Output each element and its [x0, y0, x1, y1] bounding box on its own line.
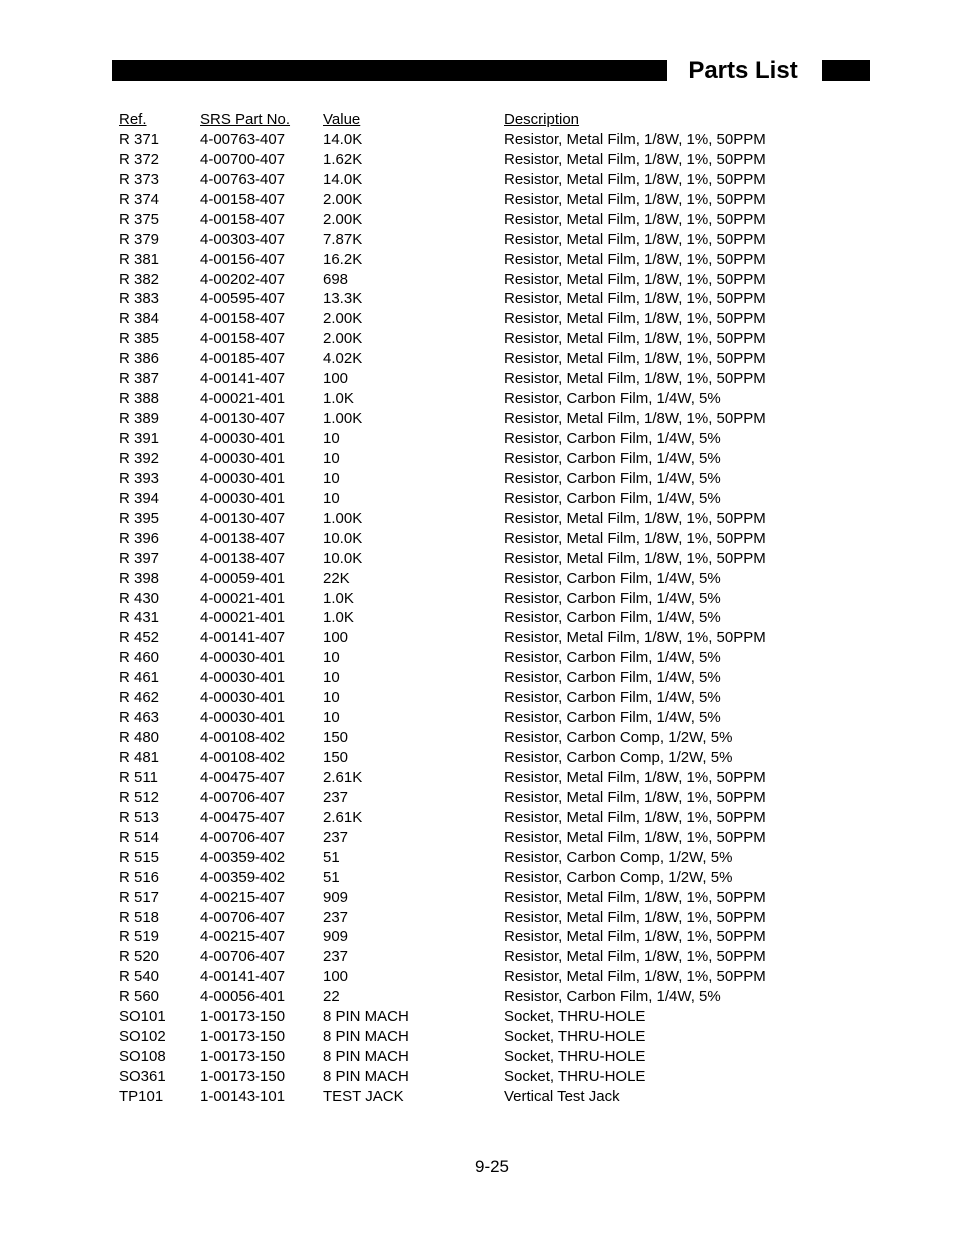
- cell-value: 14.0K: [323, 130, 363, 148]
- cell-description: Resistor, Carbon Film, 1/4W, 5%: [504, 489, 721, 507]
- cell-ref: R 379: [119, 230, 160, 248]
- cell-description: Resistor, Metal Film, 1/8W, 1%, 50PPM: [504, 808, 766, 826]
- cell-description: Resistor, Metal Film, 1/8W, 1%, 50PPM: [504, 130, 766, 148]
- cell-description: Resistor, Metal Film, 1/8W, 1%, 50PPM: [504, 948, 766, 966]
- cell-description: Resistor, Carbon Film, 1/4W, 5%: [504, 449, 721, 467]
- cell-value: 8 PIN MACH: [323, 1028, 409, 1046]
- cell-value: 2.61K: [323, 768, 363, 786]
- table-row: [119, 967, 839, 987]
- cell-part-no: 4-00030-401: [200, 489, 286, 507]
- cell-ref: R 396: [119, 529, 160, 547]
- cell-ref: R 384: [119, 310, 160, 328]
- cell-ref: R 516: [119, 868, 160, 886]
- cell-ref: SO101: [119, 1008, 166, 1026]
- cell-description: Resistor, Carbon Comp, 1/2W, 5%: [504, 729, 733, 747]
- page-title: Parts List: [688, 57, 798, 84]
- cell-description: Resistor, Carbon Film, 1/4W, 5%: [504, 689, 721, 707]
- cell-ref: R 394: [119, 489, 160, 507]
- cell-part-no: 4-00138-407: [200, 549, 286, 567]
- cell-value: 10: [323, 489, 340, 507]
- cell-value: 51: [323, 848, 340, 866]
- table-row: [119, 888, 839, 908]
- cell-value: 237: [323, 788, 349, 806]
- cell-part-no: 4-00215-407: [200, 888, 286, 906]
- cell-value: 10: [323, 469, 340, 487]
- cell-description: Resistor, Metal Film, 1/8W, 1%, 50PPM: [504, 529, 766, 547]
- cell-value: 1.62K: [323, 150, 363, 168]
- cell-part-no: 4-00030-401: [200, 709, 286, 727]
- cell-description: Resistor, Metal Film, 1/8W, 1%, 50PPM: [504, 290, 766, 308]
- table-row: [119, 808, 839, 828]
- cell-value: 909: [323, 888, 349, 906]
- cell-part-no: 4-00021-401: [200, 609, 286, 627]
- cell-part-no: 4-00359-402: [200, 848, 286, 866]
- cell-description: Resistor, Metal Film, 1/8W, 1%, 50PPM: [504, 410, 766, 428]
- cell-part-no: 4-00158-407: [200, 190, 286, 208]
- table-row: [119, 688, 839, 708]
- cell-part-no: 4-00030-401: [200, 669, 286, 687]
- cell-value: 10.0K: [323, 549, 363, 567]
- cell-part-no: 4-00141-407: [200, 968, 286, 986]
- parts-table: [119, 110, 839, 1107]
- table-row: [119, 987, 839, 1007]
- cell-description: Resistor, Metal Film, 1/8W, 1%, 50PPM: [504, 310, 766, 328]
- cell-description: Vertical Test Jack: [504, 1087, 620, 1105]
- cell-description: Resistor, Carbon Comp, 1/2W, 5%: [504, 749, 733, 766]
- cell-description: Resistor, Carbon Film, 1/4W, 5%: [504, 988, 721, 1006]
- cell-description: Resistor, Metal Film, 1/8W, 1%, 50PPM: [504, 888, 766, 906]
- cell-ref: R 375: [119, 210, 160, 228]
- cell-part-no: 1-00173-150: [200, 1008, 286, 1026]
- cell-part-no: 4-00059-401: [200, 569, 286, 587]
- cell-ref: R 374: [119, 190, 160, 208]
- table-row: [119, 329, 839, 349]
- cell-description: Resistor, Carbon Film, 1/4W, 5%: [504, 609, 721, 627]
- table-row: [119, 469, 839, 489]
- cell-value: 2.61K: [323, 808, 363, 826]
- header-bar-right: [822, 60, 870, 81]
- table-row: [119, 1027, 839, 1047]
- cell-description: Resistor, Metal Film, 1/8W, 1%, 50PPM: [504, 928, 766, 946]
- cell-description: Resistor, Metal Film, 1/8W, 1%, 50PPM: [504, 828, 766, 846]
- cell-ref: R 381: [119, 250, 160, 268]
- cell-description: Resistor, Carbon Comp, 1/2W, 5%: [504, 868, 733, 886]
- cell-value: 10: [323, 709, 340, 727]
- table-row: [119, 628, 839, 648]
- cell-ref: R 372: [119, 150, 160, 168]
- cell-ref: TP101: [119, 1087, 164, 1105]
- cell-ref: R 481: [119, 749, 160, 766]
- cell-part-no: 4-00030-401: [200, 689, 286, 707]
- cell-description: Resistor, Metal Film, 1/8W, 1%, 50PPM: [504, 250, 766, 268]
- cell-ref: R 373: [119, 170, 160, 188]
- cell-part-no: 4-00763-407: [200, 170, 286, 188]
- table-row: [119, 549, 839, 569]
- cell-description: Resistor, Carbon Film, 1/4W, 5%: [504, 390, 721, 408]
- cell-ref: R 511: [119, 768, 158, 786]
- cell-ref: R 397: [119, 549, 160, 567]
- cell-description: Resistor, Carbon Film, 1/4W, 5%: [504, 430, 721, 447]
- cell-part-no: 4-00706-407: [200, 828, 286, 846]
- cell-ref: R 430: [119, 589, 160, 607]
- table-row: [119, 947, 839, 967]
- table-row: [119, 748, 839, 768]
- cell-ref: R 387: [119, 370, 160, 388]
- cell-description: Resistor, Metal Film, 1/8W, 1%, 50PPM: [504, 629, 766, 647]
- cell-value: 150: [323, 729, 349, 747]
- cell-value: 8 PIN MACH: [323, 1008, 409, 1026]
- cell-description: Resistor, Metal Film, 1/8W, 1%, 50PPM: [504, 350, 766, 368]
- cell-description: Socket, THRU-HOLE: [504, 1028, 646, 1046]
- cell-description: Resistor, Metal Film, 1/8W, 1%, 50PPM: [504, 190, 766, 208]
- cell-part-no: 4-00108-402: [200, 729, 286, 747]
- cell-ref: R 461: [119, 669, 160, 687]
- cell-part-no: 4-00158-407: [200, 310, 286, 328]
- cell-value: 8 PIN MACH: [323, 1048, 409, 1066]
- cell-ref: R 386: [119, 350, 160, 368]
- table-row: [119, 1087, 839, 1107]
- cell-description: Resistor, Carbon Film, 1/4W, 5%: [504, 649, 721, 667]
- cell-value: 237: [323, 828, 349, 846]
- cell-description: Resistor, Metal Film, 1/8W, 1%, 50PPM: [504, 230, 766, 248]
- cell-value: 1.0K: [323, 390, 354, 408]
- cell-ref: R 515: [119, 848, 160, 866]
- cell-part-no: 1-00173-150: [200, 1048, 286, 1066]
- cell-description: Socket, THRU-HOLE: [504, 1048, 646, 1066]
- table-row: [119, 389, 839, 409]
- cell-part-no: 4-00030-401: [200, 649, 286, 667]
- cell-part-no: 4-00030-401: [200, 449, 286, 467]
- cell-value: 1.00K: [323, 509, 363, 527]
- table-row: [119, 908, 839, 928]
- table-row: [119, 170, 839, 190]
- cell-part-no: 4-00706-407: [200, 908, 286, 926]
- cell-ref: R 391: [119, 430, 160, 447]
- cell-description: Resistor, Carbon Comp, 1/2W, 5%: [504, 848, 733, 866]
- cell-ref: SO102: [119, 1028, 166, 1046]
- cell-value: 1.0K: [323, 609, 354, 627]
- table-row: [119, 309, 839, 329]
- cell-ref: R 514: [119, 828, 160, 846]
- cell-description: Socket, THRU-HOLE: [504, 1008, 646, 1026]
- column-header-ref: Ref.: [119, 111, 147, 128]
- cell-value: 1.00K: [323, 410, 363, 428]
- table-row: [119, 569, 839, 589]
- cell-value: 2.00K: [323, 330, 363, 348]
- cell-value: 10: [323, 430, 340, 447]
- cell-part-no: 4-00215-407: [200, 928, 286, 946]
- cell-description: Resistor, Carbon Film, 1/4W, 5%: [504, 569, 721, 587]
- table-row: [119, 429, 839, 449]
- page-number: 9-25: [474, 1157, 510, 1176]
- cell-description: Resistor, Carbon Film, 1/4W, 5%: [504, 469, 721, 487]
- table-row: [119, 589, 839, 609]
- cell-ref: R 382: [119, 270, 160, 288]
- table-row: [119, 349, 839, 369]
- cell-ref: R 518: [119, 908, 160, 926]
- cell-value: 16.2K: [323, 250, 363, 268]
- cell-ref: R 392: [119, 449, 160, 467]
- table-row: [119, 190, 839, 210]
- table-row: [119, 1067, 839, 1087]
- cell-description: Resistor, Metal Film, 1/8W, 1%, 50PPM: [504, 968, 766, 986]
- cell-value: 7.87K: [323, 230, 363, 248]
- cell-part-no: 4-00130-407: [200, 509, 286, 527]
- cell-description: Resistor, Metal Film, 1/8W, 1%, 50PPM: [504, 210, 766, 228]
- cell-part-no: 4-00156-407: [200, 250, 286, 268]
- column-header-value: Value: [323, 111, 361, 128]
- cell-value: 150: [323, 749, 349, 766]
- table-row: [119, 1047, 839, 1067]
- cell-value: 100: [323, 629, 349, 647]
- cell-description: Resistor, Metal Film, 1/8W, 1%, 50PPM: [504, 150, 766, 168]
- cell-part-no: 4-00158-407: [200, 210, 286, 228]
- table-row: [119, 150, 839, 170]
- cell-part-no: 4-00185-407: [200, 350, 286, 368]
- table-row: [119, 130, 839, 150]
- cell-part-no: 4-00303-407: [200, 230, 286, 248]
- cell-value: 10: [323, 449, 340, 467]
- cell-ref: R 385: [119, 330, 160, 348]
- cell-part-no: 4-00475-407: [200, 808, 286, 826]
- cell-value: 8 PIN MACH: [323, 1068, 409, 1085]
- cell-value: 100: [323, 370, 349, 388]
- cell-ref: R 512: [119, 788, 160, 806]
- cell-ref: R 540: [119, 968, 160, 986]
- header-bar-left: [112, 60, 667, 81]
- cell-value: 22: [323, 988, 340, 1006]
- cell-description: Resistor, Metal Film, 1/8W, 1%, 50PPM: [504, 768, 766, 786]
- cell-part-no: 4-00021-401: [200, 589, 286, 607]
- cell-part-no: 4-00056-401: [200, 988, 286, 1006]
- cell-value: 2.00K: [323, 310, 363, 328]
- table-row: [119, 509, 839, 529]
- cell-value: 22K: [323, 569, 350, 587]
- cell-part-no: 4-00130-407: [200, 410, 286, 428]
- cell-ref: R 517: [119, 888, 160, 906]
- cell-part-no: 1-00173-150: [200, 1068, 286, 1085]
- cell-ref: R 371: [119, 130, 160, 148]
- cell-ref: R 398: [119, 569, 160, 587]
- table-row: [119, 489, 839, 509]
- cell-description: Resistor, Metal Film, 1/8W, 1%, 50PPM: [504, 170, 766, 188]
- cell-part-no: 4-00700-407: [200, 150, 286, 168]
- cell-ref: R 452: [119, 629, 160, 647]
- cell-ref: R 513: [119, 808, 160, 826]
- cell-value: 909: [323, 928, 349, 946]
- cell-description: Resistor, Carbon Film, 1/4W, 5%: [504, 709, 721, 727]
- table-row: [119, 529, 839, 549]
- cell-part-no: 4-00030-401: [200, 469, 286, 487]
- cell-ref: R 480: [119, 729, 160, 747]
- cell-ref: R 393: [119, 469, 160, 487]
- table-row: [119, 369, 839, 389]
- cell-ref: R 462: [119, 689, 160, 707]
- cell-description: Resistor, Metal Film, 1/8W, 1%, 50PPM: [504, 549, 766, 567]
- cell-ref: SO108: [119, 1048, 166, 1066]
- cell-value: 10: [323, 649, 340, 667]
- cell-ref: R 463: [119, 709, 160, 727]
- cell-ref: R 431: [119, 609, 160, 627]
- cell-value: 2.00K: [323, 210, 363, 228]
- cell-part-no: 4-00108-402: [200, 749, 286, 766]
- cell-value: 100: [323, 968, 349, 986]
- cell-part-no: 4-00359-402: [200, 868, 286, 886]
- cell-part-no: 4-00763-407: [200, 130, 286, 148]
- cell-part-no: 4-00030-401: [200, 430, 286, 447]
- table-row: [119, 848, 839, 868]
- cell-part-no: 4-00021-401: [200, 390, 286, 408]
- cell-description: Resistor, Metal Film, 1/8W, 1%, 50PPM: [504, 270, 766, 288]
- cell-ref: R 460: [119, 649, 160, 667]
- cell-value: 698: [323, 270, 349, 288]
- table-row: [119, 728, 839, 748]
- cell-part-no: 4-00475-407: [200, 768, 286, 786]
- cell-part-no: 1-00143-101: [200, 1087, 286, 1105]
- cell-value: 14.0K: [323, 170, 363, 188]
- cell-description: Resistor, Metal Film, 1/8W, 1%, 50PPM: [504, 509, 766, 527]
- cell-part-no: 4-00202-407: [200, 270, 286, 288]
- cell-value: 51: [323, 868, 340, 886]
- cell-part-no: 4-00141-407: [200, 370, 286, 388]
- table-row: [119, 768, 839, 788]
- cell-value: 10: [323, 669, 340, 687]
- cell-value: 4.02K: [323, 350, 363, 368]
- table-header-row: [119, 110, 839, 130]
- cell-description: Socket, THRU-HOLE: [504, 1068, 646, 1085]
- cell-value: 10: [323, 689, 340, 707]
- cell-description: Resistor, Metal Film, 1/8W, 1%, 50PPM: [504, 330, 766, 348]
- table-row: [119, 788, 839, 808]
- cell-part-no: 4-00138-407: [200, 529, 286, 547]
- column-header-part-no: SRS Part No.: [200, 111, 291, 128]
- cell-value: TEST JACK: [323, 1087, 404, 1105]
- table-row: [119, 289, 839, 309]
- cell-description: Resistor, Metal Film, 1/8W, 1%, 50PPM: [504, 788, 766, 806]
- table-row: [119, 270, 839, 290]
- cell-part-no: 4-00158-407: [200, 330, 286, 348]
- cell-ref: R 560: [119, 988, 160, 1006]
- column-header-description: Description: [504, 111, 580, 128]
- table-row: [119, 668, 839, 688]
- table-row: [119, 648, 839, 668]
- cell-value: 237: [323, 908, 349, 926]
- cell-ref: R 395: [119, 509, 160, 527]
- table-row: [119, 210, 839, 230]
- cell-ref: R 383: [119, 290, 160, 308]
- cell-description: Resistor, Carbon Film, 1/4W, 5%: [504, 589, 721, 607]
- cell-part-no: 4-00706-407: [200, 788, 286, 806]
- cell-value: 2.00K: [323, 190, 363, 208]
- table-row: [119, 1007, 839, 1027]
- table-row: [119, 828, 839, 848]
- cell-ref: R 389: [119, 410, 160, 428]
- cell-ref: R 519: [119, 928, 160, 946]
- table-row: [119, 409, 839, 429]
- cell-description: Resistor, Carbon Film, 1/4W, 5%: [504, 669, 721, 687]
- table-row: [119, 868, 839, 888]
- cell-ref: R 388: [119, 390, 160, 408]
- cell-value: 237: [323, 948, 349, 966]
- cell-ref: SO361: [119, 1068, 166, 1085]
- table-row: [119, 230, 839, 250]
- cell-part-no: 4-00141-407: [200, 629, 286, 647]
- cell-value: 10.0K: [323, 529, 363, 547]
- cell-part-no: 4-00706-407: [200, 948, 286, 966]
- table-row: [119, 708, 839, 728]
- cell-description: Resistor, Metal Film, 1/8W, 1%, 50PPM: [504, 370, 766, 388]
- cell-ref: R 520: [119, 948, 160, 966]
- cell-description: Resistor, Metal Film, 1/8W, 1%, 50PPM: [504, 908, 766, 926]
- table-row: [119, 927, 839, 947]
- cell-value: 1.0K: [323, 589, 354, 607]
- table-row: [119, 250, 839, 270]
- table-row: [119, 449, 839, 469]
- cell-part-no: 1-00173-150: [200, 1028, 286, 1046]
- cell-part-no: 4-00595-407: [200, 290, 286, 308]
- cell-value: 13.3K: [323, 290, 363, 308]
- table-row: [119, 608, 839, 628]
